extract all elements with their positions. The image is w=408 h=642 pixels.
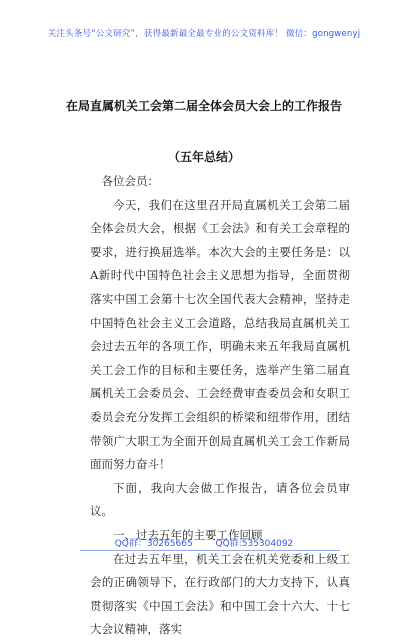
header-banner: 关注头条号“公文研究”，获得最新最全最专业的公文资料库！ 微信：gongwenyj <box>47 29 361 39</box>
footer-divider <box>80 550 340 551</box>
footer-contacts <box>0 536 408 549</box>
document-subtitle: （五年总结） <box>167 150 240 164</box>
salutation: 各位会员： <box>101 174 159 188</box>
section-heading: 一、过去五年的主要工作回顾 <box>113 527 263 542</box>
paragraph-report: 下面，我向大会做工作报告，请各位会员审议。 <box>90 480 350 519</box>
document-body <box>90 170 350 642</box>
document-title: 在局直属机关工会第二届全体会员大会上的工作报告 <box>65 99 342 113</box>
paragraph-review: 在过去五年里，机关工会在机关党委和上级工会的正确领导下，在行政部门的大力支持下，认真贯彻落实《中国工会法》和中国工会十六大、十七大会议精神，落实 <box>90 551 350 637</box>
footer-qq-group-2: QQ群:535304092 <box>215 539 294 549</box>
footer-qq-group-1: QQ群：30265665 <box>114 539 193 549</box>
paragraph-intro: 今天，我们在这里召开局直属机关工会第二届全体会员大会，根据《工会法》和有关工会章程的要求，进行换届选举。本次大会的主要任务是：以A新时代中国特色社会主义思想为指导，全面贯彻落实中国工会第十七次全国代表大会精神，坚持走中国特色社会主义工会道路，总结我局直属机关工会过去五年的各项工作，明确未来五年我局直属机关工会工作的目标和主要任务，选举产生第二届直属机关工会委员会、工会经费审查委员会和女职工委员会充分发挥工会组织的桥梁和纽带作用，团结带领广大职工为全面开创局直属机关工会工作新局面而努力奋斗！ <box>90 197 350 472</box>
